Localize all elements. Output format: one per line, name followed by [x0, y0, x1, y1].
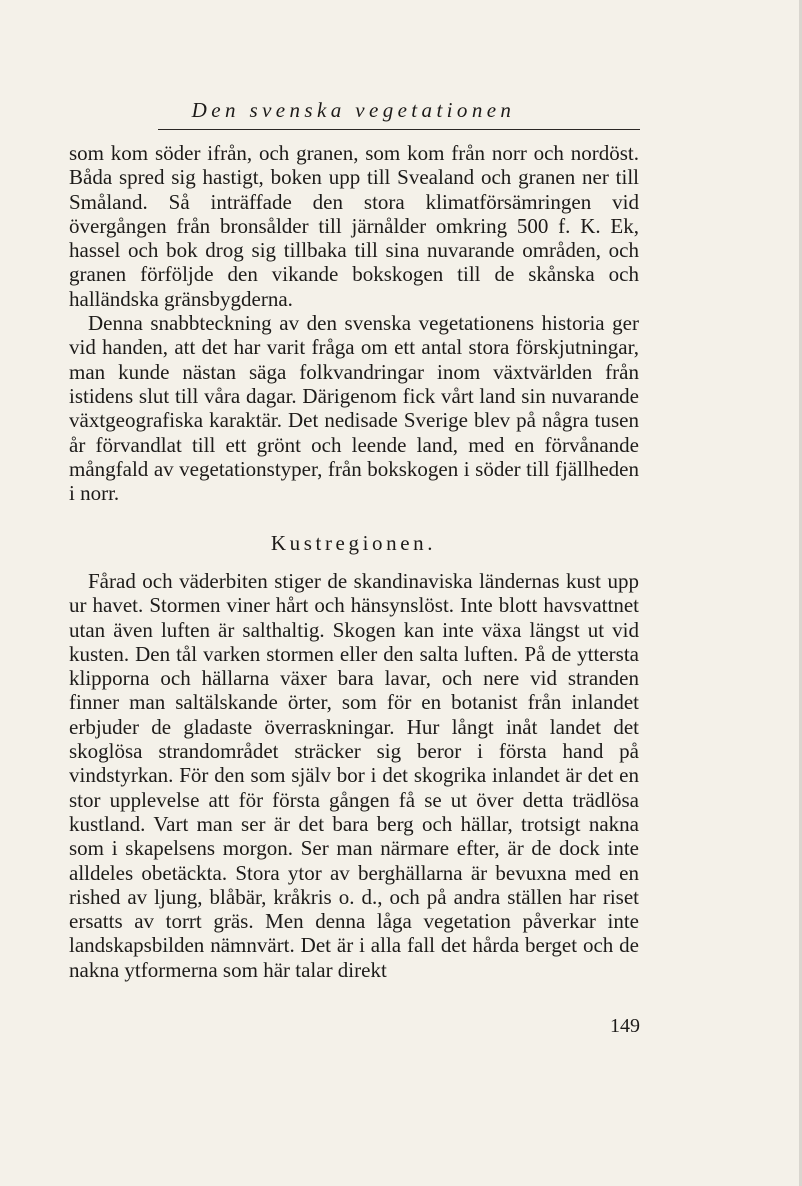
page-number: 149	[610, 1015, 640, 1037]
body-text-top	[69, 141, 639, 505]
section-heading: Kustregionen.	[270, 531, 437, 555]
body-text-bottom	[69, 569, 639, 982]
running-header: Den svenska vegetationen	[191, 98, 516, 122]
paragraph-coastal-region: Fårad och väderbiten stiger de skandinaviska ländernas kust upp ur havet. Stormen viner hårt och hänsynslöst. Inte blott havsvattnet utan även luften är salthaltig. Skogen kan inte växa längst ut vid kusten. Den tål varken stormen eller den salta luften. På de yttersta klipporna och hällarna växer bara lavar, och nere vid stranden finner man saltälskande örter, som för en botanist från inlandet erbjuder de gladaste överraskningar. Hur långt inåt landet det skoglösa strandområdet sträcker sig beror i första hand på vindstyrkan. För den som själv bor i det skogrika inlandet är det en stor upplevelse att för första gången få se ut över detta trädlösa kustland. Vart man ser är det bara berg och hällar, trotsigt nakna som i skapelsens morgon. Ser man närmare efter, är de dock inte alldeles obetäckta. Stora ytor av berghällarna är bevuxna med en rished av ljung, blåbär, kråkris o. d., och på andra ställen har riset ersatts av torrt gräs. Men denna låga vegetation påverkar inte landskapsbilden nämnvärt. Det är i alla fall det hårda berget och de nakna ytformerna som här talar direkt	[69, 569, 639, 982]
paragraph-vegetation-history: Denna snabbteckning av den svenska vegetationens historia ger vid handen, att det har varit fråga om ett antal stora förskjutningar, man kunde nästan säga folkvandringar inom växtvärlden från istidens slut till våra dagar. Därigenom fick vårt land sin nuvarande växtgeografiska karaktär. Det nedisade Sverige blev på några tusen år förvandlat till ett grönt och leende land, med en förvånande mångfald av vegetationstyper, från bokskogen i söder till fjällheden i norr.	[69, 311, 639, 506]
header-rule	[158, 129, 640, 130]
paragraph-continuation: som kom söder ifrån, och granen, som kom från norr och nordöst. Båda spred sig hastigt, boken upp till Svealand och granen ner till Småland. Så inträffade den stora klimatförsämringen vid övergången från bronsålder till järnålder omkring 500 f. K. Ek, hassel och bok drog sig tillbaka till sina nuvarande områden, och granen förföljde den vikande bokskogen till de skånska och halländska gränsbygderna.	[69, 141, 639, 311]
